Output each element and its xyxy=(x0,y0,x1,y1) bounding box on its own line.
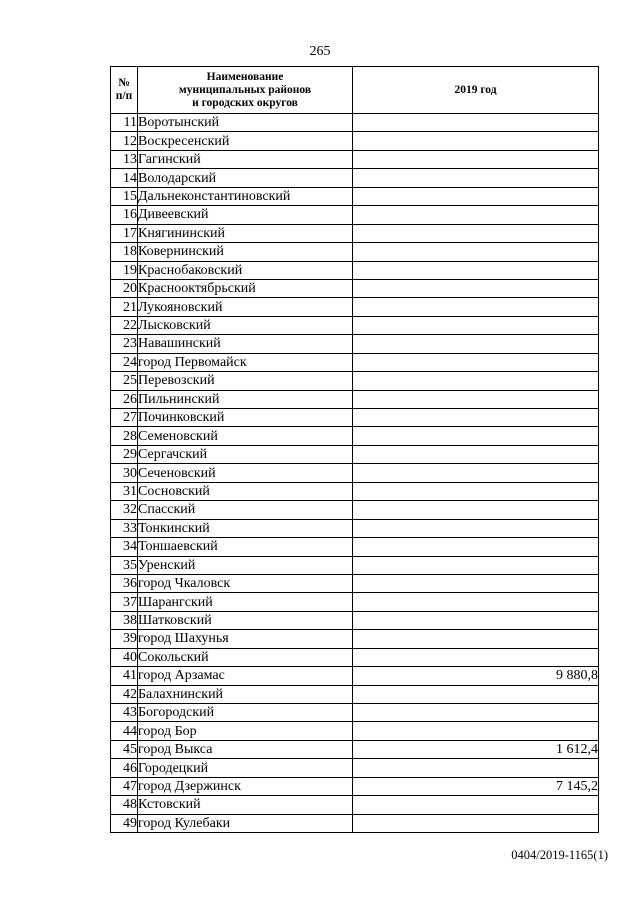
row-name: Сосновский xyxy=(138,482,353,500)
row-value xyxy=(353,648,599,666)
row-value xyxy=(353,630,599,648)
header-name xyxy=(138,67,353,114)
row-name: город Чкаловск xyxy=(138,574,353,592)
row-number: 32 xyxy=(111,501,138,519)
row-number: 26 xyxy=(111,390,138,408)
row-name: Краснооктябрьский xyxy=(138,279,353,297)
row-number: 25 xyxy=(111,372,138,390)
table-row xyxy=(111,685,599,703)
table-row xyxy=(111,132,599,150)
table-row xyxy=(111,482,599,500)
header-name-line2: муниципальных районов xyxy=(178,83,312,96)
row-value xyxy=(353,556,599,574)
row-number: 48 xyxy=(111,796,138,814)
row-number: 35 xyxy=(111,556,138,574)
row-name: город Шахунья xyxy=(138,630,353,648)
header-name-line3: и городских округов xyxy=(192,96,298,109)
row-name: Краснобаковский xyxy=(138,261,353,279)
row-name: Кстовский xyxy=(138,796,353,814)
row-number: 18 xyxy=(111,243,138,261)
row-value xyxy=(353,243,599,261)
row-value xyxy=(353,685,599,703)
row-name: Починковский xyxy=(138,409,353,427)
row-number: 38 xyxy=(111,611,138,629)
header-num-line1: № xyxy=(118,77,130,89)
row-number: 11 xyxy=(111,114,138,132)
row-name: Богородский xyxy=(138,704,353,722)
table-row xyxy=(111,464,599,482)
row-number: 31 xyxy=(111,482,138,500)
row-number: 39 xyxy=(111,630,138,648)
table-row xyxy=(111,501,599,519)
row-value xyxy=(353,722,599,740)
row-name: Шатковский xyxy=(138,611,353,629)
row-value xyxy=(353,501,599,519)
table-row xyxy=(111,427,599,445)
row-value xyxy=(353,814,599,832)
table-row xyxy=(111,169,599,187)
table-row xyxy=(111,298,599,316)
row-number: 43 xyxy=(111,704,138,722)
row-value xyxy=(353,390,599,408)
table-row xyxy=(111,114,599,132)
row-value xyxy=(353,759,599,777)
row-number: 12 xyxy=(111,132,138,150)
header-year: 2019 год xyxy=(353,67,599,114)
row-number: 19 xyxy=(111,261,138,279)
row-number: 47 xyxy=(111,777,138,795)
row-name: Шарангский xyxy=(138,593,353,611)
row-name: Володарский xyxy=(138,169,353,187)
row-value xyxy=(353,482,599,500)
row-name: Княгининский xyxy=(138,224,353,242)
row-value xyxy=(353,279,599,297)
row-name: город Арзамас xyxy=(138,667,353,685)
row-number: 29 xyxy=(111,445,138,463)
row-value xyxy=(353,519,599,537)
row-number: 17 xyxy=(111,224,138,242)
row-value xyxy=(353,593,599,611)
table-row xyxy=(111,445,599,463)
row-number: 13 xyxy=(111,150,138,168)
page-number: 265 xyxy=(309,44,331,59)
table-body xyxy=(111,114,599,833)
table-row xyxy=(111,574,599,592)
row-number: 22 xyxy=(111,316,138,334)
row-name: город Выкса xyxy=(138,740,353,758)
table-row xyxy=(111,409,599,427)
row-name: Балахнинский xyxy=(138,685,353,703)
table-row xyxy=(111,279,599,297)
row-name: Тоншаевский xyxy=(138,538,353,556)
row-number: 44 xyxy=(111,722,138,740)
table-row xyxy=(111,722,599,740)
row-value xyxy=(353,796,599,814)
table-row xyxy=(111,611,599,629)
table-row xyxy=(111,538,599,556)
table-row xyxy=(111,630,599,648)
row-number: 28 xyxy=(111,427,138,445)
row-value xyxy=(353,611,599,629)
table-row xyxy=(111,648,599,666)
row-number: 34 xyxy=(111,538,138,556)
row-number: 21 xyxy=(111,298,138,316)
row-name: Лукояновский xyxy=(138,298,353,316)
row-value xyxy=(353,574,599,592)
table-row xyxy=(111,704,599,722)
row-number: 27 xyxy=(111,409,138,427)
table-row xyxy=(111,593,599,611)
table-row xyxy=(111,759,599,777)
row-value xyxy=(353,169,599,187)
header-num xyxy=(111,67,138,114)
row-value xyxy=(353,187,599,205)
row-number: 37 xyxy=(111,593,138,611)
row-name: Дивеевский xyxy=(138,206,353,224)
table-row xyxy=(111,206,599,224)
row-value xyxy=(353,316,599,334)
table-row xyxy=(111,353,599,371)
row-value: 1 612,4 xyxy=(353,740,599,758)
row-value xyxy=(353,372,599,390)
header-num-line2: п/п xyxy=(115,90,133,102)
row-name: Городецкий xyxy=(138,759,353,777)
row-name: Ковернинский xyxy=(138,243,353,261)
row-value xyxy=(353,538,599,556)
row-value xyxy=(353,114,599,132)
table-row xyxy=(111,814,599,832)
row-value xyxy=(353,353,599,371)
data-table xyxy=(110,66,599,833)
row-name: Сокольский xyxy=(138,648,353,666)
table-row xyxy=(111,316,599,334)
table-row xyxy=(111,556,599,574)
row-name: Гагинский xyxy=(138,150,353,168)
row-value xyxy=(353,224,599,242)
row-name: Тонкинский xyxy=(138,519,353,537)
table-row xyxy=(111,519,599,537)
row-value xyxy=(353,464,599,482)
table-row xyxy=(111,740,599,758)
table-row xyxy=(111,777,599,795)
row-name: город Первомайск xyxy=(138,353,353,371)
row-name: город Кулебаки xyxy=(138,814,353,832)
row-name: город Бор xyxy=(138,722,353,740)
row-name: Дальнеконстантиновский xyxy=(138,187,353,205)
table-row xyxy=(111,224,599,242)
table-row xyxy=(111,150,599,168)
row-name: Воскресенский xyxy=(138,132,353,150)
row-name: Уренский xyxy=(138,556,353,574)
row-number: 30 xyxy=(111,464,138,482)
table-row xyxy=(111,261,599,279)
row-number: 40 xyxy=(111,648,138,666)
row-value xyxy=(353,298,599,316)
row-value xyxy=(353,261,599,279)
row-value xyxy=(353,427,599,445)
row-name: Сергачский xyxy=(138,445,353,463)
row-number: 15 xyxy=(111,187,138,205)
row-number: 33 xyxy=(111,519,138,537)
row-number: 23 xyxy=(111,335,138,353)
row-name: Навашинский xyxy=(138,335,353,353)
row-number: 16 xyxy=(111,206,138,224)
row-number: 42 xyxy=(111,685,138,703)
table-row xyxy=(111,243,599,261)
row-value xyxy=(353,445,599,463)
header-name-line1: Наименование xyxy=(206,70,284,83)
row-name: Перевозский xyxy=(138,372,353,390)
row-number: 36 xyxy=(111,574,138,592)
row-value xyxy=(353,335,599,353)
row-name: Пильнинский xyxy=(138,390,353,408)
row-name: Лысковский xyxy=(138,316,353,334)
row-number: 46 xyxy=(111,759,138,777)
row-name: город Дзержинск xyxy=(138,777,353,795)
table-row xyxy=(111,372,599,390)
row-number: 14 xyxy=(111,169,138,187)
table-row xyxy=(111,390,599,408)
document-code: 0404/2019-1165(1) xyxy=(511,848,608,862)
row-number: 24 xyxy=(111,353,138,371)
row-name: Семеновский xyxy=(138,427,353,445)
row-value: 7 145,2 xyxy=(353,777,599,795)
row-value: 9 880,8 xyxy=(353,667,599,685)
table-row xyxy=(111,187,599,205)
row-name: Спасский xyxy=(138,501,353,519)
row-value xyxy=(353,704,599,722)
row-number: 20 xyxy=(111,279,138,297)
table-header-row xyxy=(111,67,599,114)
table-row xyxy=(111,796,599,814)
row-number: 49 xyxy=(111,814,138,832)
row-value xyxy=(353,409,599,427)
table-row xyxy=(111,667,599,685)
row-name: Воротынский xyxy=(138,114,353,132)
table-row xyxy=(111,335,599,353)
row-value xyxy=(353,132,599,150)
row-number: 45 xyxy=(111,740,138,758)
row-value xyxy=(353,206,599,224)
row-value xyxy=(353,150,599,168)
row-number: 41 xyxy=(111,667,138,685)
row-name: Сеченовский xyxy=(138,464,353,482)
